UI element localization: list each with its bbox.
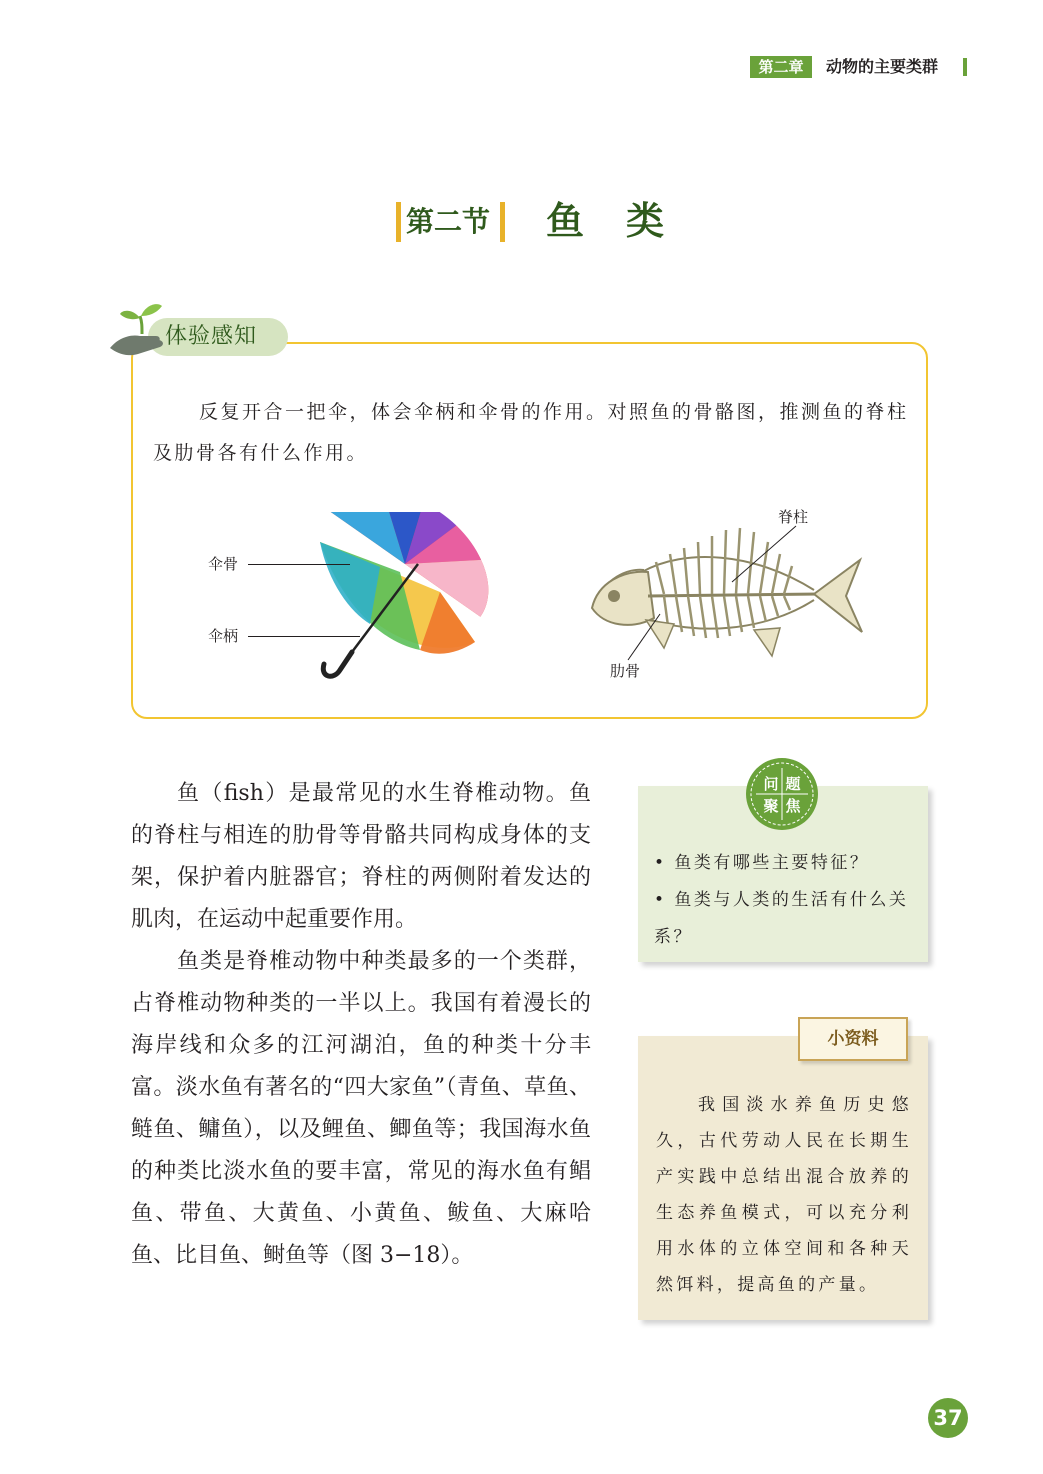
question-focus-icon-char-3: 聚 — [763, 797, 779, 815]
question-item: • 鱼类与人类的生活有什么关系？ — [654, 890, 909, 947]
fish-ribs-label: 肋骨 — [610, 662, 641, 680]
question-focus-icon-char-4: 焦 — [785, 797, 801, 815]
experience-tab-label: 体验感知 — [165, 324, 258, 349]
umbrella-illustration — [290, 512, 500, 684]
fish-spine-leader — [730, 524, 800, 584]
section-bar-right — [500, 202, 505, 242]
question-focus-list — [654, 845, 916, 956]
body-text — [131, 773, 591, 1277]
umbrella-handle-label: 伞柄 — [208, 627, 239, 645]
umbrella-handle-leader — [248, 636, 360, 637]
body-paragraph-1: 鱼（fish）是最常见的水生脊椎动物。鱼的脊柱与相连的肋骨等骨骼共同构成身体的支架，保护着内脏器官；脊柱的两侧附着发达的肌肉，在运动中起重要作用。 — [131, 781, 591, 932]
umbrella-ribs-leader — [248, 564, 350, 565]
experience-text: 反复开合一把伞，体会伞柄和伞骨的作用。对照鱼的骨骼图，推测鱼的脊柱及肋骨各有什么作用。 — [153, 401, 909, 464]
umbrella-ribs-label: 伞骨 — [208, 555, 239, 573]
chapter-badge: 第二章 — [750, 56, 812, 78]
chapter-accent-bar — [963, 58, 967, 76]
question-focus-icon-char-2: 题 — [785, 775, 801, 793]
question-focus-icon-char-1: 问 — [763, 775, 779, 793]
question-focus-icon — [744, 756, 820, 832]
fish-spine-label: 脊柱 — [778, 508, 809, 526]
question-item: • 鱼类有哪些主要特征？ — [654, 853, 870, 873]
hand-sprout-icon — [104, 300, 168, 358]
section-label: 第二节 — [406, 205, 491, 238]
chapter-title: 动物的主要类群 — [826, 57, 939, 76]
info-text: 我国淡水养鱼历史悠久，古代劳动人民在长期生产实践中总结出混合放养的生态养鱼模式，可以充分利用水体的立体空间和各种天然饵料，提高鱼的产量。 — [656, 1095, 912, 1295]
info-label: 小资料 — [798, 1017, 908, 1061]
body-paragraph-2: 鱼类是脊椎动物中种类最多的一个类群，占脊椎动物种类的一半以上。我国有着漫长的海岸线和众多的江河湖泊，鱼的种类十分丰富。淡水鱼有著名的“四大家鱼”（青鱼、草鱼、鲢鱼、鳙鱼），以及鲤鱼、鲫鱼等；我国海水鱼的种类比淡水鱼的要丰富，常见的海水鱼有鲳鱼、带鱼、大黄鱼、小黄鱼、鲅鱼、大麻哈鱼、比目鱼、鲥鱼等（图 3−18）。 — [131, 949, 591, 1268]
fish-ribs-leader — [624, 612, 664, 662]
page-number: 37 — [928, 1398, 968, 1438]
section-bar-left — [396, 202, 401, 242]
section-title: 鱼类 — [546, 199, 707, 243]
